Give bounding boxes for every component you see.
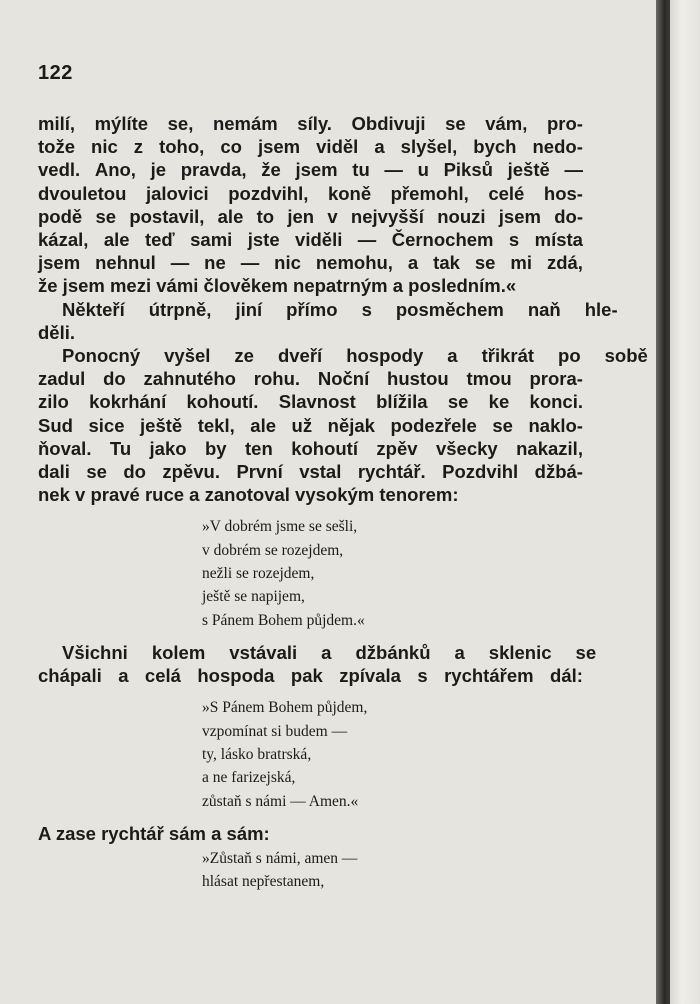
paragraph-1	[38, 112, 583, 298]
verse-line: »S Pánem Bohem půjdem,	[202, 699, 368, 717]
verse-line: »V dobrém jsme se sešli,	[202, 518, 358, 536]
text-line: Ponocný vyšel ze dveří hospody a třikrát po sobě	[62, 345, 648, 367]
text-line: ňoval. Tu jako by ten kohoutí zpěv všecky nakazil,	[38, 437, 583, 459]
paragraph-3	[38, 344, 648, 506]
verse-line: a ne farizejská,	[202, 769, 296, 787]
verse-line: v dobrém se rozejdem,	[202, 541, 344, 559]
verse-line: s Pánem Bohem půjdem.«	[202, 611, 365, 629]
text-line: dvouletou jalovici pozdvihl, koně přemohl, celé hos-	[38, 182, 583, 204]
text-line: zadul do zahnutého rohu. Noční hustou tmou prora-	[38, 368, 583, 390]
text-line: jsem nehnul — ne — nic nemohu, a tak se mi zdá,	[38, 252, 583, 274]
text-line: dali se do zpěvu. První vstal rychtář. Pozdvihl džbá-	[38, 461, 583, 483]
page-number: 122	[38, 62, 73, 84]
text-line: tože nic z toho, co jsem viděl a slyšel, bych nedo-	[38, 136, 583, 158]
text-line: nek v pravé ruce a zanotoval vysokým tenorem:	[38, 484, 459, 506]
verse-2	[202, 696, 583, 812]
verse-3	[202, 847, 583, 894]
verse-line: ještě se napijem,	[202, 588, 305, 606]
verse-line: vzpomínat si budem —	[202, 722, 348, 740]
verse-line: ty, lásko bratrská,	[202, 745, 312, 763]
text-line: chápali a celá hospoda pak zpívala s rychtářem dál:	[38, 665, 583, 687]
text-line: Všichni kolem vstávali a džbánků a sklenic se	[62, 641, 597, 663]
text-line: Někteří útrpně, jiní přímo s posměchem naň hle-	[62, 298, 618, 320]
text-line: zilo kokrhání kohoutí. Slavnost blížila se ke konci.	[38, 391, 583, 413]
text-line: vedl. Ano, je pravda, že jsem tu — u Piksů ještě —	[38, 159, 583, 181]
text-line: děli.	[38, 321, 76, 343]
book-gutter	[656, 0, 670, 1004]
verse-line: zůstaň s námi — Amen.«	[202, 792, 359, 810]
facing-page-edge	[670, 0, 700, 1004]
text-line: že jsem mezi vámi člověkem nepatrným a posledním.«	[38, 275, 517, 297]
paragraph-2	[38, 298, 618, 344]
text-line: kázal, ale teď sami jste viděli — Černochem s místa	[38, 229, 583, 251]
page-text	[38, 112, 648, 903]
paragraph-5	[38, 822, 583, 845]
text-line: Sud sice ještě tekl, ale už nějak podezřele se naklo-	[38, 414, 583, 436]
verse-line: hlásat nepřestanem,	[202, 873, 325, 891]
verse-line: »Zůstaň s námi, amen —	[202, 850, 358, 868]
verse-line: nežli se rozejdem,	[202, 565, 315, 583]
text-line: A zase rychtář sám a sám:	[38, 822, 270, 844]
text-line: podě se postavil, ale to jen v nejvyšší nouzi jsem do-	[38, 205, 583, 227]
text-line: milí, mýlíte se, nemám síly. Obdivuji se vám, pro-	[38, 113, 583, 134]
paragraph-4	[38, 641, 597, 687]
verse-1	[202, 515, 583, 631]
